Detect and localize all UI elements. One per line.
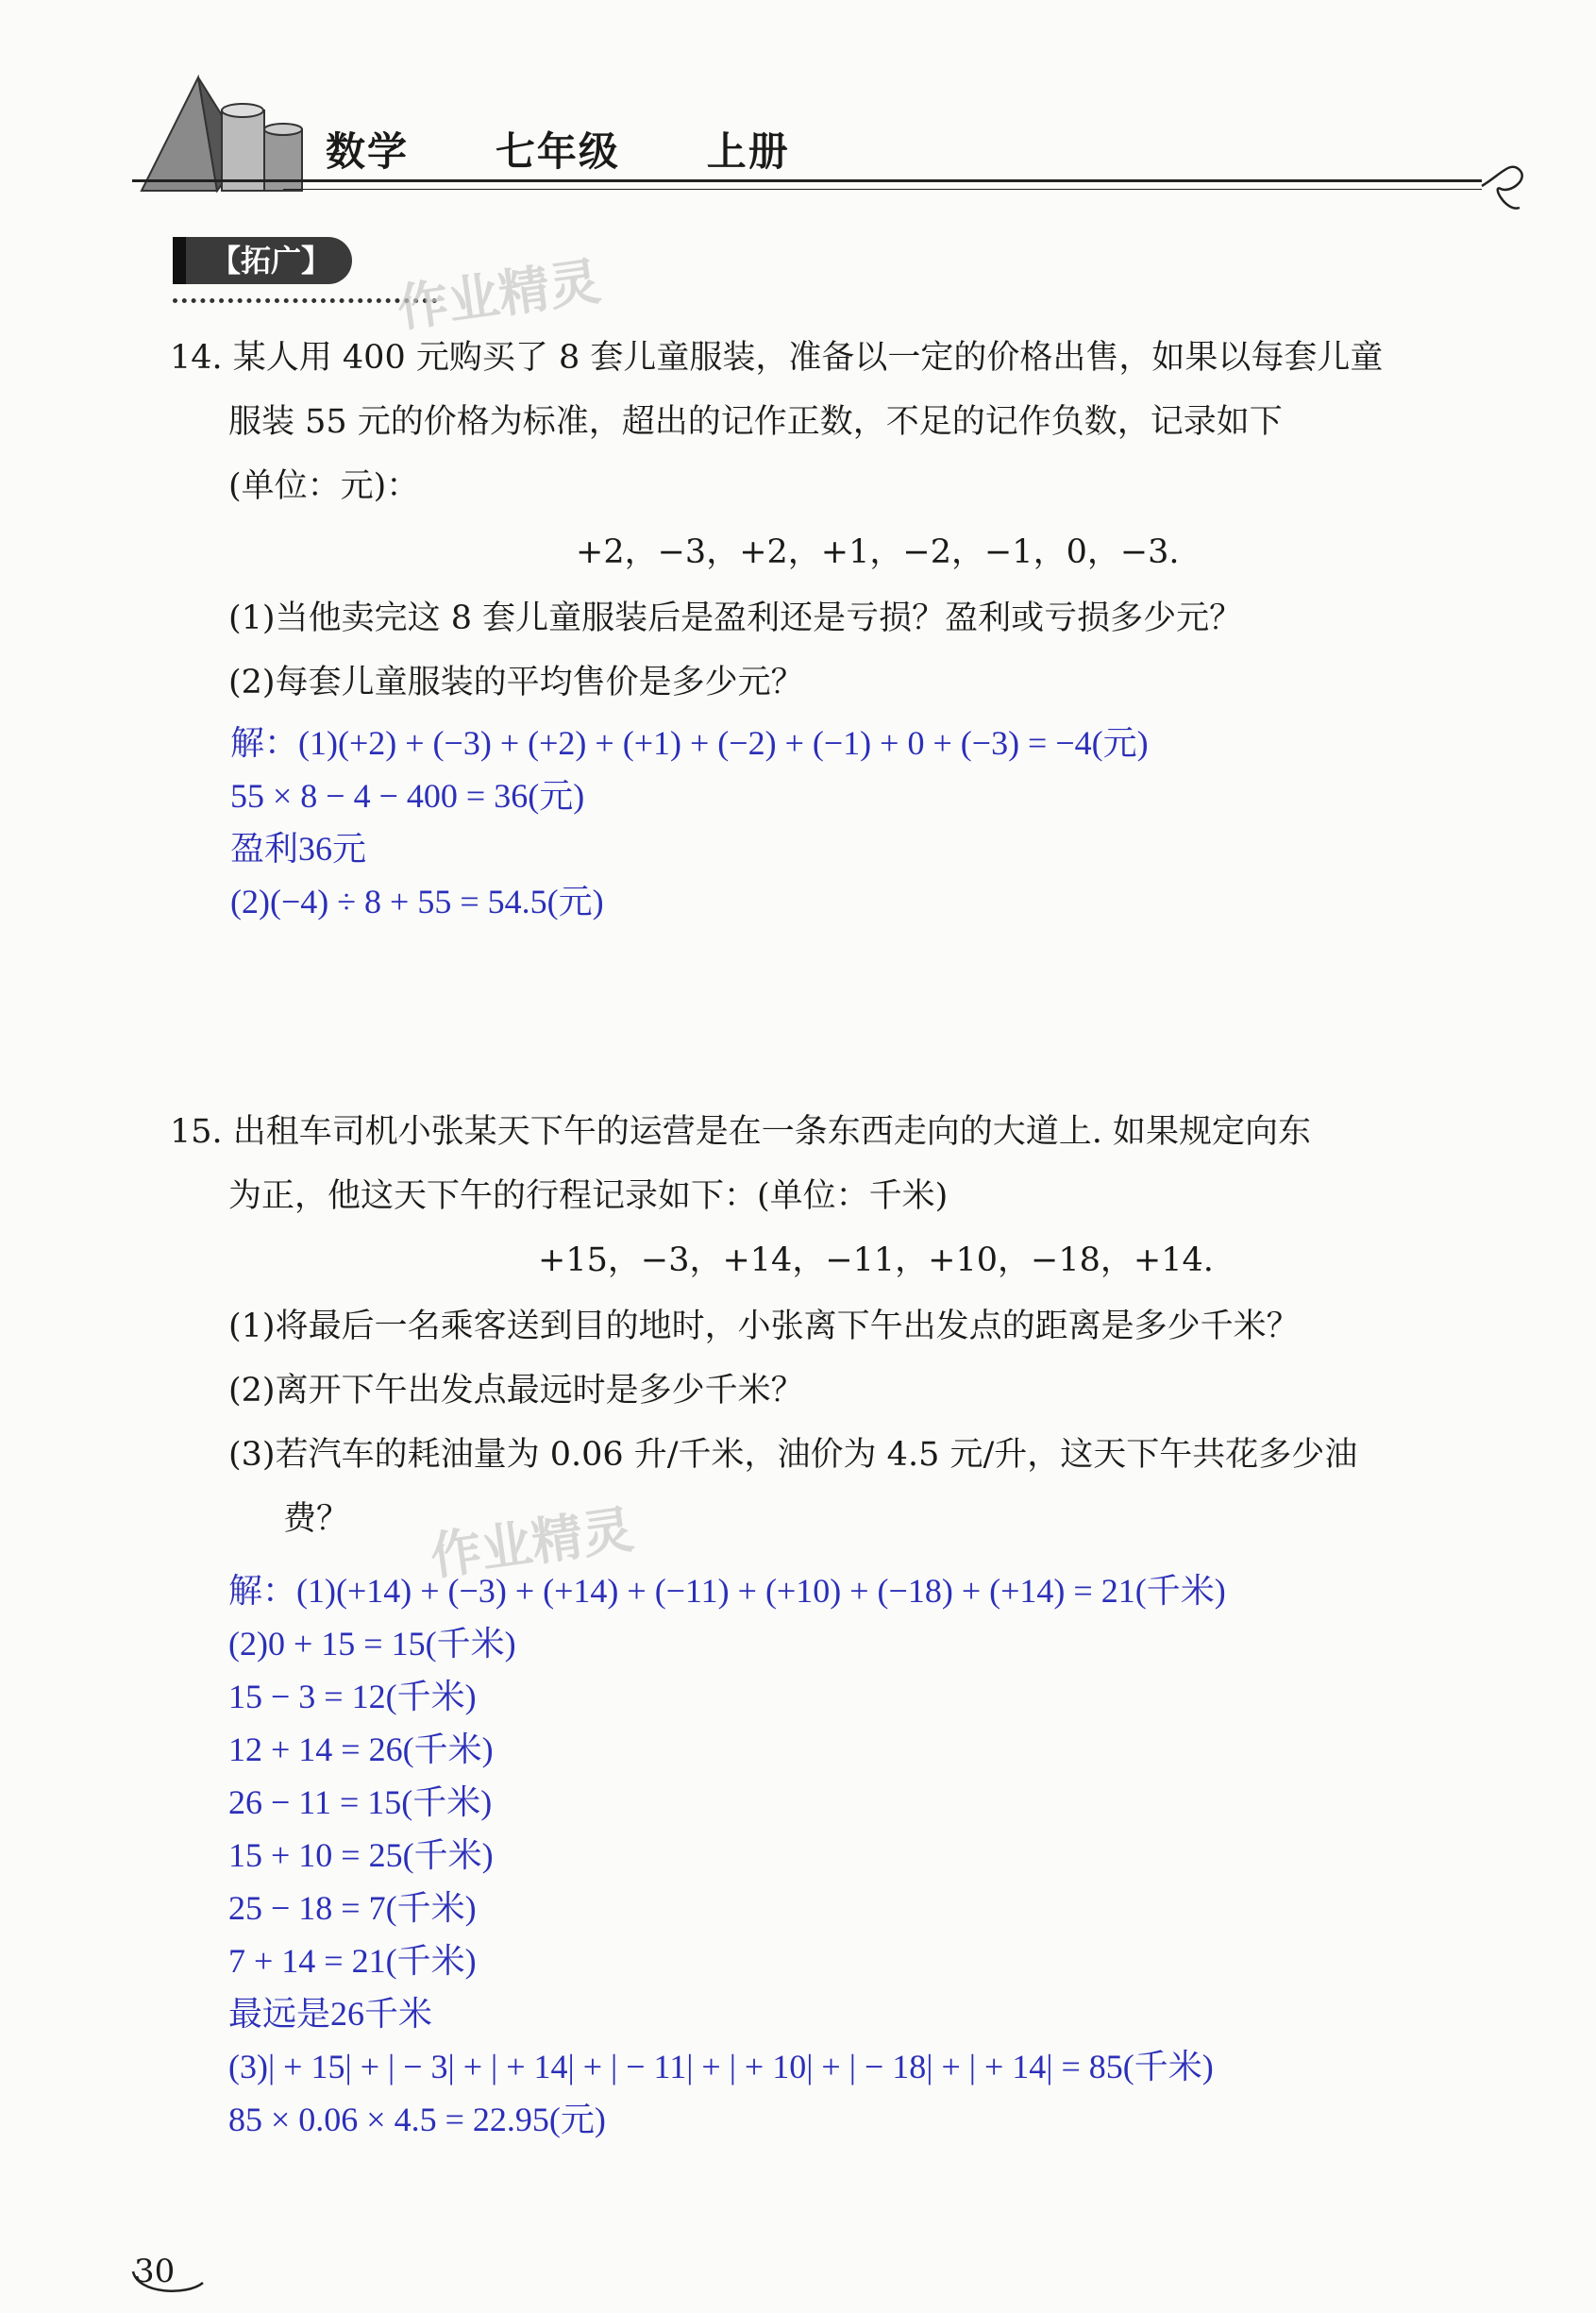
a15-line: 25 − 18 = 7(千米) [228,1889,477,1927]
a15-line: (2)0 + 15 = 15(千米) [228,1625,516,1663]
q14-sub2: (2)每套儿童服装的平均售价是多少元？ [228,664,804,701]
a14-line: 55 × 8 − 4 − 400 = 36(元) [230,777,585,815]
a15-line: 7 + 14 = 21(千米) [228,1942,477,1980]
a14-line: 盈利36元 [230,830,367,868]
q14-data: +2，−3，+2，+1，−2，−1，0，−3. [576,533,1180,571]
section-tag-bar [173,237,186,284]
q15-sub3: (3)若汽车的耗油量为 0.06 升/千米，油价为 4.5 元/升，这天下午共花多少油 [228,1436,1358,1474]
q15-sub3-cont: 费？ [283,1500,350,1538]
q15-line2: 为正，他这天下午的行程记录如下：(单位：千米) [228,1177,949,1215]
a14-line: 解：(1)(+2) + (−3) + (+2) + (+1) + (−2) + (−1) + 0 + (−3) = −4(元) [230,724,1149,762]
a15-line: 解：(1)(+14) + (−3) + (+14) + (−11) + (+10) + (−18) + (+14) = 21(千米) [228,1572,1226,1610]
a15-line: 85 × 0.06 × 4.5 = 22.95(元) [228,2101,606,2138]
watermark: 作业精灵 [394,251,604,339]
section-tag: 【拓广】 [173,237,352,284]
q15-sub1: (1)将最后一名乘客送到目的地时，小张离下午出发点的距离是多少千米？ [228,1308,1300,1345]
page-number: 30 [134,2253,176,2290]
a15-line: 12 + 14 = 26(千米) [228,1731,494,1768]
header-title: 数学 七年级 上册 [326,128,790,175]
q14-sub1: (1)当他卖完这 8 套儿童服装后是盈利还是亏损？盈利或亏损多少元？ [228,599,1243,637]
q15-sub2: (2)离开下午出发点最远时是多少千米？ [228,1372,804,1410]
flourish-icon [1477,156,1534,222]
q14-line1: 14. 某人用 400 元购买了 8 套儿童服装，准备以一定的价格出售，如果以每套儿童 [170,339,1384,377]
a15-line: (3)| + 15| + | − 3| + | + 14| + | − 11| + | + 10| + | − 18| + | + 14| = 85(千米) [228,2048,1214,2085]
a15-line: 26 − 11 = 15(千米) [228,1783,493,1821]
a15-line: 15 + 10 = 25(千米) [228,1836,494,1874]
q15-line1: 15. 出租车司机小张某天下午的运营是在一条东西走向的大道上. 如果规定向东 [170,1113,1312,1151]
watermark: 作业精灵 [427,1499,637,1587]
q14-line2: 服装 55 元的价格为标准，超出的记作正数，不足的记作负数，记录如下 [228,403,1283,441]
page-number-curve-icon [130,2266,206,2298]
header-rule [132,179,1482,182]
a14-line: (2)(−4) ÷ 8 + 55 = 54.5(元) [230,883,604,920]
a15-line: 15 − 3 = 12(千米) [228,1678,477,1715]
q14-line3: (单位：元)： [228,467,420,505]
q15-data: +15，−3，+14，−11，+10，−18，+14. [538,1241,1214,1279]
header-rule-thin [283,189,1482,190]
a15-line: 最远是26千米 [228,1995,433,2033]
